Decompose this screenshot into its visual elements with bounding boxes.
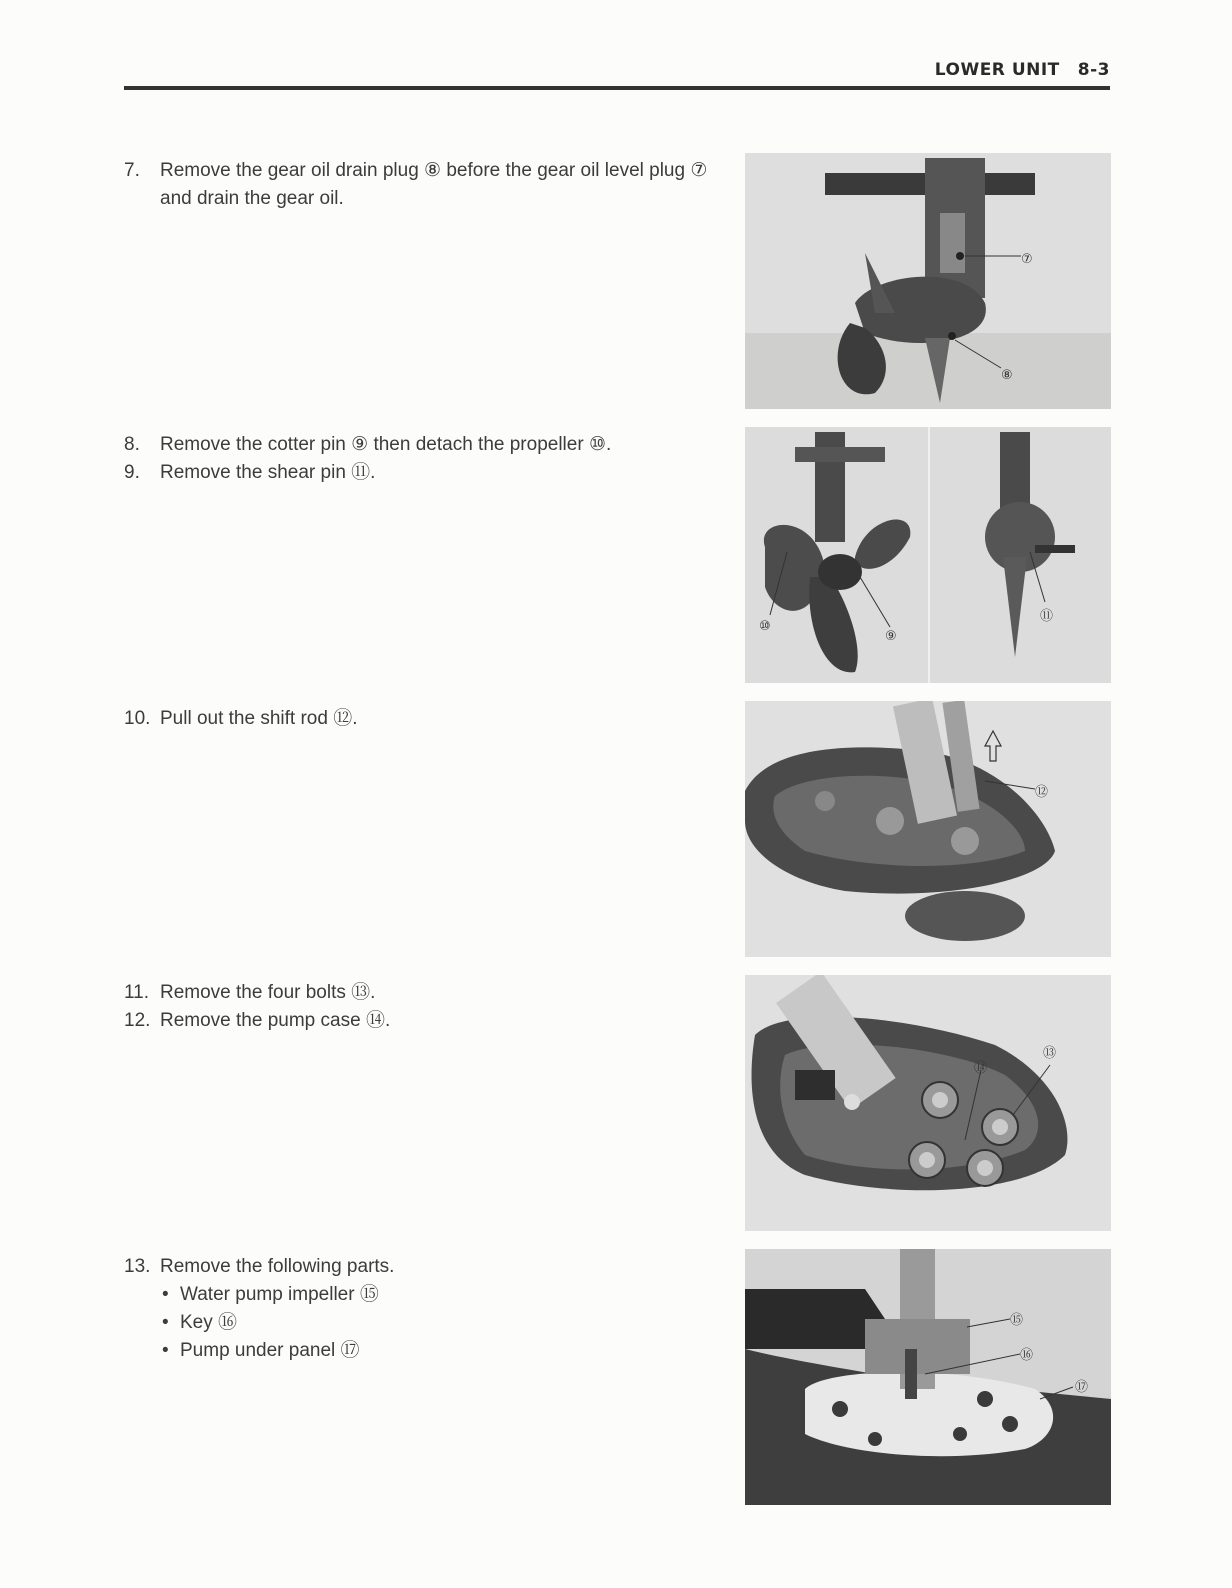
photo-shift-rod — [745, 701, 1111, 957]
step-number: 12. — [124, 1010, 151, 1031]
photo-gear-oil-plugs — [745, 153, 1111, 409]
section-title: LOWER UNIT — [934, 60, 1060, 80]
bullet-text: Water pump impeller ⑮ — [180, 1284, 379, 1305]
step-11-12 — [124, 979, 724, 1035]
step-8-9 — [124, 431, 724, 487]
callout-16: ⑯ — [1020, 1348, 1034, 1363]
step-number: 13. — [124, 1256, 151, 1277]
page-number: 8-3 — [1077, 60, 1110, 80]
step-10 — [124, 705, 724, 733]
step-text: Pull out the shift rod ⑫. — [160, 708, 358, 729]
callout-7: ⑦ — [1021, 252, 1033, 267]
bullet-item: • Pump under panel ⑰ — [124, 1337, 724, 1365]
step-number: 7. — [124, 160, 140, 181]
step-text: Remove the shear pin ⑪. — [160, 462, 376, 483]
step-text: Remove the four bolts ⑬. — [160, 982, 376, 1003]
callout-15: ⑮ — [1010, 1313, 1024, 1328]
callout-17: ⑰ — [1075, 1380, 1089, 1395]
callout-10: ⑩ — [759, 619, 771, 634]
callout-12: ⑫ — [1035, 785, 1049, 800]
callout-11: ⑪ — [1040, 609, 1054, 624]
bullet-item: • Water pump impeller ⑮ — [124, 1281, 724, 1309]
step-number: 11. — [124, 982, 150, 1003]
step-text: Remove the cotter pin ⑨ then detach the propeller ⑩. — [160, 434, 612, 455]
step-text: Remove the gear oil drain plug ⑧ before the gear oil level plug ⑦ and drain the gear oil. — [160, 160, 708, 209]
step-number: 9. — [124, 462, 140, 483]
photo-pump-case — [745, 975, 1111, 1231]
photo-propeller — [745, 427, 1111, 683]
step-13 — [124, 1253, 724, 1365]
bullet-item: • Key ⑯ — [124, 1309, 724, 1337]
callout-9: ⑨ — [885, 629, 897, 644]
step-text: Remove the following parts. — [160, 1256, 395, 1277]
bullet-text: Key ⑯ — [180, 1312, 238, 1333]
callout-13: ⑬ — [1043, 1046, 1057, 1061]
step-number: 10. — [124, 708, 151, 729]
photo-water-pump — [745, 1249, 1111, 1505]
callout-8: ⑧ — [1001, 368, 1013, 383]
running-header — [935, 60, 1110, 80]
callout-14: ⑭ — [974, 1061, 988, 1076]
step-text: Remove the pump case ⑭. — [160, 1010, 391, 1031]
bullet-text: Pump under panel ⑰ — [180, 1340, 360, 1361]
step-number: 8. — [124, 434, 140, 455]
step-7 — [124, 157, 724, 213]
header-rule — [124, 86, 1110, 90]
